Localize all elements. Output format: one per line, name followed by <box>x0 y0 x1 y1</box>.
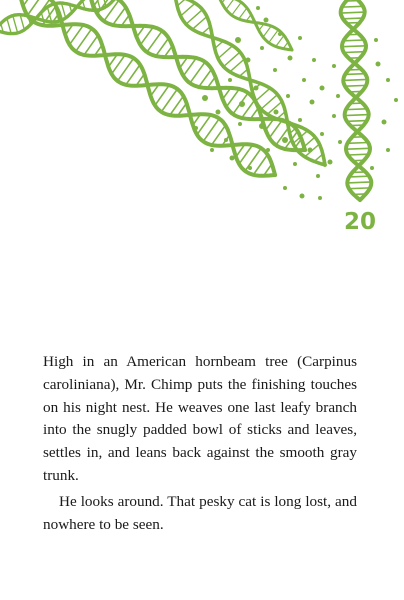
decor-dot <box>266 148 270 152</box>
dna-rung <box>343 40 364 41</box>
decor-dot <box>254 86 259 91</box>
dna-rung <box>349 188 370 189</box>
dna-helix-illustration <box>0 0 404 210</box>
decor-dot <box>273 68 277 72</box>
paragraph-1: High in an American hornbeam tree (Carpinus caroliniana), Mr. Chimp puts the finishing touches on his night nest. He weaves one last leafy branch into the snugly padded bowl of sticks and leaves, settles in, and leans back against the smooth gray trunk. <box>43 353 357 484</box>
dna-rung <box>343 79 367 80</box>
decor-dot <box>338 140 342 144</box>
decor-dot <box>382 120 387 125</box>
dna-rung <box>256 88 271 101</box>
decor-dot <box>216 110 221 115</box>
decor-dot <box>370 166 374 170</box>
decor-dot <box>260 46 264 50</box>
decor-dot <box>239 101 245 107</box>
decor-dot <box>202 95 208 101</box>
dna-rung <box>192 17 207 30</box>
decor-dot <box>230 156 235 161</box>
dna-rung <box>341 12 365 13</box>
decor-dot <box>308 148 313 153</box>
dna-rung <box>84 35 98 55</box>
dna-rung <box>348 154 369 155</box>
dna-rung <box>342 46 366 47</box>
dna-rung <box>190 62 205 83</box>
decor-dot <box>302 78 306 82</box>
decor-dot <box>320 132 324 136</box>
paragraph-2: He looks around. That pesky cat is long lost, and nowhere to be seen. <box>43 492 357 533</box>
dna-rung <box>7 18 11 33</box>
decor-dot <box>394 98 398 102</box>
decor-dot <box>248 166 252 170</box>
dna-rung <box>170 96 183 115</box>
dna-rung <box>112 55 125 74</box>
decor-dot <box>283 186 287 190</box>
dna-rung <box>239 8 247 19</box>
dna-rung <box>344 52 365 53</box>
decor-dot <box>293 162 297 166</box>
decor-dot <box>278 32 282 36</box>
decor-dot <box>228 78 232 82</box>
dna-rung <box>349 176 369 177</box>
dna-rung <box>345 85 366 86</box>
dna-rung <box>70 25 84 45</box>
decor-dot <box>374 38 378 42</box>
decor-dot <box>298 118 302 122</box>
decor-dot <box>386 78 390 82</box>
dna-rung <box>232 2 242 15</box>
decor-dot <box>298 36 302 40</box>
decor-dot <box>310 100 315 105</box>
dna-rung <box>269 30 279 43</box>
chapter-number: 20 <box>343 209 376 235</box>
decor-dot <box>386 148 390 152</box>
decor-dot <box>300 194 305 199</box>
dna-rung <box>212 125 226 145</box>
dna-rung <box>346 109 367 110</box>
decor-dot <box>256 6 260 10</box>
dna-rung <box>346 148 370 149</box>
decor-dot <box>246 58 251 63</box>
decor-dot <box>235 37 241 43</box>
dna-rung <box>226 0 234 10</box>
dna-strand <box>341 0 372 200</box>
decor-dot <box>336 94 340 98</box>
dna-rung <box>263 26 271 37</box>
dna-rung <box>239 145 252 164</box>
decor-dot <box>259 123 265 129</box>
dna-rung <box>343 18 363 19</box>
decor-dot <box>210 148 214 152</box>
dna-rung <box>181 3 196 16</box>
dna-rung <box>347 182 371 183</box>
decor-dot <box>316 174 320 178</box>
decor-dot <box>332 114 336 118</box>
dna-rung <box>218 46 233 59</box>
dna-rung <box>197 115 211 135</box>
dna-rung <box>347 142 368 143</box>
dna-rung <box>230 59 245 72</box>
decor-dot <box>264 18 269 23</box>
dna-rung <box>276 35 284 46</box>
body-text <box>43 351 357 536</box>
dna-rung <box>345 74 365 75</box>
decor-dot <box>318 196 322 200</box>
decor-dot <box>238 122 242 126</box>
decor-dot <box>274 110 279 115</box>
dna-rung <box>147 31 162 52</box>
dna-rung <box>342 6 363 7</box>
dna-rung <box>20 15 24 30</box>
decor-dot <box>312 58 316 62</box>
decor-dot <box>286 94 290 98</box>
decor-dot <box>332 64 336 68</box>
dna-rung <box>13 16 18 33</box>
decor-dot <box>328 160 333 165</box>
dna-rung <box>347 121 367 122</box>
dna-rung <box>61 3 65 18</box>
decor-dot <box>288 56 293 61</box>
decor-dot <box>224 138 228 142</box>
decor-dot <box>376 62 381 67</box>
decor-dot <box>194 126 198 130</box>
decor-dot <box>282 137 288 143</box>
decor-dot <box>320 86 325 91</box>
dna-rung <box>345 115 369 116</box>
